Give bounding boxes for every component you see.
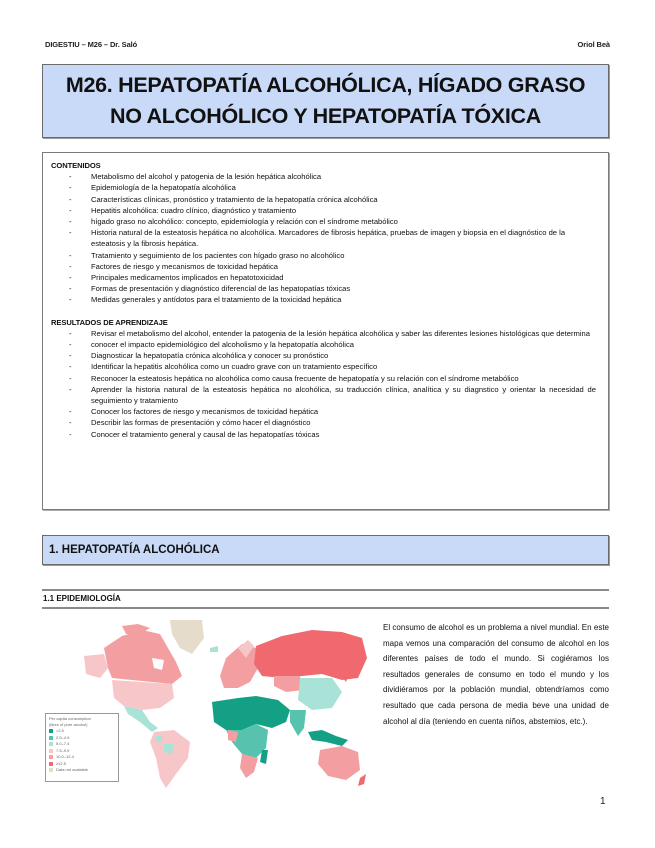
learning-outcomes-list <box>51 328 600 440</box>
learning-outcome-item: - Describir las formas de presentación y cómo hacer el diagnóstico <box>51 417 600 428</box>
contents-item: - Medidas generales y antídotos para el tratamiento de la toxicidad hepática <box>51 294 600 305</box>
contents-item: - Principales medicamentos implicados en hepatotoxicidad <box>51 272 600 283</box>
legend-label: ≥12.5 <box>56 760 66 766</box>
contents-heading: CONTENIDOS <box>51 161 101 170</box>
legend-label: 10.0–12.4 <box>56 754 74 760</box>
contents-item: - Características clínicas, pronóstico y tratamiento de la hepatopatía crónica alcohólica <box>51 194 600 205</box>
spacer <box>51 306 600 317</box>
contents-item: - Epidemiología de la hepatopatía alcohólica <box>51 182 600 193</box>
world-alcohol-consumption-map <box>42 618 367 793</box>
map-legend <box>45 713 119 782</box>
legend-label: Data not available <box>56 767 89 773</box>
legend-swatch-icon <box>49 742 53 746</box>
page-number: 1 <box>600 796 606 807</box>
learning-outcome-item: - Conocer los factores de riesgo y mecanismos de toxicidad hepática <box>51 406 600 417</box>
contents-item: - Metabolismo del alcohol y patogenia de la lesión hepática alcohólica <box>51 171 600 182</box>
contents-item: - Hepatitis alcohólica: cuadro clínico, diagnóstico y tratamiento <box>51 205 600 216</box>
legend-title-line-2: (litres of pure alcohol) <box>49 722 88 727</box>
contents-item: - hígado graso no alcohólico: concepto, epidemiología y relación con el síndrome metabólico <box>51 216 600 227</box>
document-title-line-2: NO ALCOHÓLICO Y HEPATOPATÍA TÓXICA <box>110 104 541 128</box>
legend-row <box>49 767 115 774</box>
learning-outcome-item: - Diagnosticar la hepatopatía crónica alcohólica y conocer su pronóstico <box>51 350 600 361</box>
contents-item: - Factores de riesgo y mecanismos de toxicidad hepática <box>51 261 600 272</box>
legend-swatch-icon <box>49 768 53 772</box>
legend-label: <2.5 <box>56 728 64 734</box>
contents-list <box>51 171 600 305</box>
legend-swatch-icon <box>49 755 53 759</box>
epidemiology-paragraph: El consumo de alcohol es un problema a nivel mundial. En este mapa vemos una comparación del consumo de alcohol en los diferentes países de todo el mundo. Si cogiéramos los resultados generales de consumo en todo el mundo y los dividiéramos por la población mundial, obtendríamos como resultado que cada persona de media beve una unidad de alcohol al día (teniendo en cuenta niños, abstemios, etc.). <box>383 623 609 726</box>
document-title-line-1: M26. HEPATOPATÍA ALCOHÓLICA, HÍGADO GRASO <box>65 73 586 97</box>
legend-label: 2.5–4.9 <box>56 734 70 740</box>
learning-outcome-item: - Identificar la hepatitis alcohólica como un cuadro grave con un tratamiento específico <box>51 361 600 372</box>
legend-label: 7.5–9.9 <box>56 747 70 753</box>
header-author: Oriol Beà <box>577 40 610 49</box>
legend-swatch-icon <box>49 736 53 740</box>
contents-item: - Historia natural de la esteatosis hepática no alcohólica. Marcadores de fibrosis hepática, pruebas de imagen y biopsia en el diagnóstico de la esteatosis y la fibrosis hepática. <box>51 227 600 249</box>
legend-swatch-icon <box>49 729 53 733</box>
learning-outcome-item: - Conocer el tratamiento general y causal de las hepatopatías tóxicas <box>51 429 600 440</box>
document-title-box <box>42 64 609 138</box>
learning-outcome-item: - Revisar el metabolismo del alcohol, entender la patogenia de la lesión hepática alcohólica y saber las diferentes lesiones histológicas que determina <box>51 328 600 339</box>
learning-outcome-item: - conocer el impacto epidemiológico del alcoholismo y la hepatopatía alcohólica <box>51 339 600 350</box>
subsection-rule-top <box>42 589 609 591</box>
subsection-title: 1.1 EPIDEMIOLOGÍA <box>43 594 121 603</box>
running-header <box>45 40 610 49</box>
section-title: 1. HEPATOPATÍA ALCOHÓLICA <box>49 544 220 556</box>
header-course: DIGESTIU – M26 – Dr. Saló <box>45 40 138 49</box>
legend-swatch-icon <box>49 749 53 753</box>
subsection-rule-bottom <box>42 607 609 609</box>
objectives-box <box>42 152 609 510</box>
learning-outcome-item: - Reconocer la esteatosis hepática no alcohólica como causa frecuente de hepatopatía y su relación con el síndrome metabólico <box>51 373 600 384</box>
legend-swatch-icon <box>49 762 53 766</box>
legend-label: 5.0–7.4 <box>56 741 70 747</box>
contents-item: - Tratamiento y seguimiento de los pacientes con hígado graso no alcohólico <box>51 250 600 261</box>
legend-title-line-1: Per capita consumption <box>49 716 91 721</box>
learning-outcome-item: - Aprender la historia natural de la esteatosis hepática no alcohólica, su traducción clínica, analítica y su diagnstico y orientar la necesidad de seguimiento y tratamiento <box>51 384 600 406</box>
section-heading-box <box>42 535 609 565</box>
contents-item: - Formas de presentación y diagnóstico diferencial de las hepatopatías tóxicas <box>51 283 600 294</box>
learning-outcomes-heading: RESULTADOS DE APRENDIZAJE <box>51 317 168 327</box>
